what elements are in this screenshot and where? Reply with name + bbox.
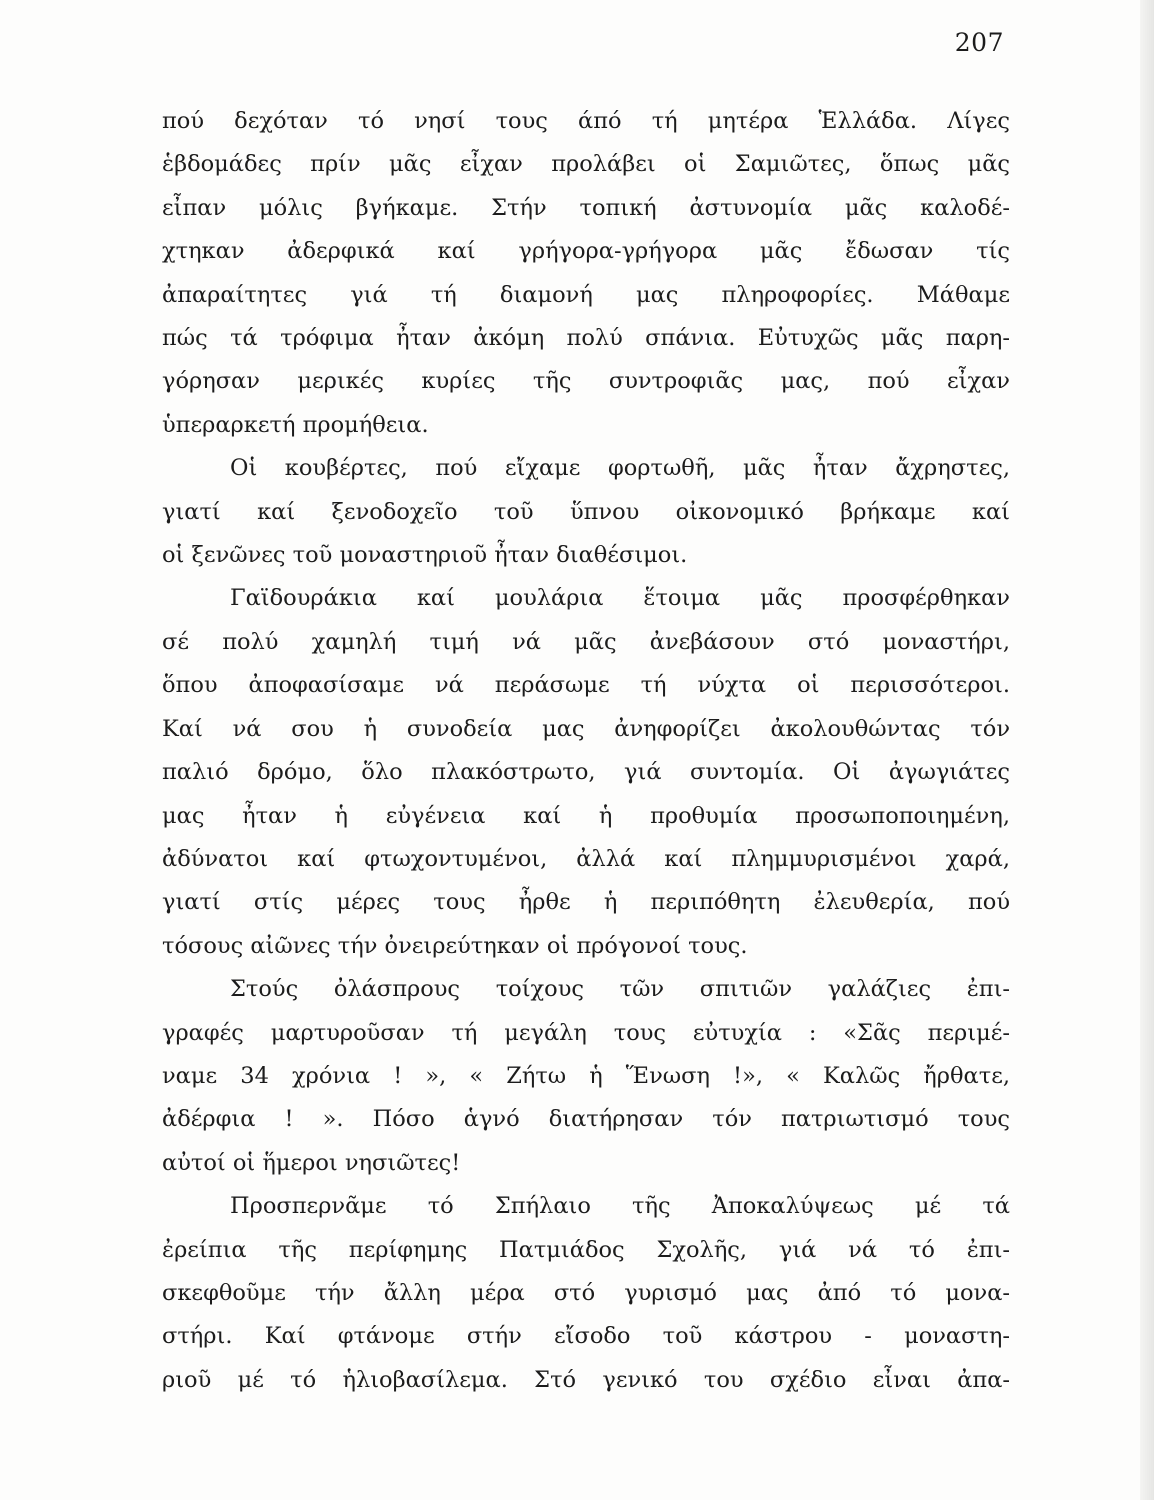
text-line: οἱ ξενῶνες τοῦ μοναστηριοῦ ἦταν διαθέσιμοι.	[162, 542, 688, 569]
paragraph-2	[162, 447, 1010, 577]
text-line: γόρησαν μερικές κυρίες τῆς συντροφιᾶς μας, πού εἶχαν	[162, 368, 1010, 395]
text-line: ναμε 34 χρόνια ! », « Ζήτω ἡ Ἕνωση !», « Καλῶς ἤρθατε,	[162, 1062, 1010, 1089]
paragraph-5	[162, 1185, 1010, 1402]
text-line: σκεφθοῦμε τήν ἄλλη μέρα στό γυρισμό μας ἀπό τό μονα-	[162, 1279, 1010, 1306]
text-line: Γαϊδουράκια καί μουλάρια ἕτοιμα μᾶς προσφέρθηκαν	[230, 585, 1010, 612]
text-line: γιατί καί ξενοδοχεῖο τοῦ ὕπνου οἰκονομικό βρήκαμε καί	[162, 498, 1010, 525]
text-line: ἐρείπια τῆς περίφημης Πατμιάδος Σχολῆς, γιά νά τό ἐπι-	[162, 1236, 1010, 1263]
text-line: γιατί στίς μέρες τους ἦρθε ἡ περιπόθητη ἐλευθερία, πού	[162, 889, 1010, 916]
page-number: 207	[954, 28, 1004, 57]
text-line: ριοῦ μέ τό ἡλιοβασίλεμα. Στό γενικό του σχέδιο εἶναι ἀπα-	[162, 1366, 1010, 1393]
page-edge-shadow	[1140, 0, 1154, 1500]
text-line: ἀδύνατοι καί φτωχοντυμένοι, ἀλλά καί πλημμυρισμένοι χαρά,	[162, 845, 1010, 872]
text-line: σέ πολύ χαμηλή τιμή νά μᾶς ἀνεβάσουν στό μοναστήρι,	[162, 628, 1010, 655]
text-line: πώς τά τρόφιμα ἦταν ἀκόμη πολύ σπάνια. Εὐτυχῶς μᾶς παρη-	[162, 325, 1010, 352]
paragraph-4	[162, 968, 1010, 1185]
paragraph-1	[162, 100, 1010, 447]
text-line: μας ἦταν ἡ εὐγένεια καί ἡ προθυμία προσωποποιημένη,	[162, 802, 1010, 829]
text-line: στήρι. Καί φτάνομε στήν εἴσοδο τοῦ κάστρου - μοναστη-	[162, 1323, 1010, 1350]
text-line: Καί νά σου ἡ συνοδεία μας ἀνηφορίζει ἀκολουθώντας τόν	[162, 715, 1010, 742]
text-line: παλιό δρόμο, ὅλο πλακόστρωτο, γιά συντομία. Οἱ ἀγωγιάτες	[162, 759, 1010, 786]
text-line: πού δεχόταν τό νησί τους άπό τή μητέρα Ἑλλάδα. Λίγες	[162, 108, 1010, 134]
text-line: Στούς ὀλάσπρους τοίχους τῶν σπιτιῶν γαλάζιες ἐπι-	[230, 976, 1010, 1003]
text-line: ὅπου ἀποφασίσαμε νά περάσωμε τή νύχτα οἱ περισσότεροι.	[162, 672, 1010, 699]
text-line: Προσπερνᾶμε τό Σπήλαιο τῆς Ἀποκαλύψεως μέ τά	[230, 1193, 1010, 1220]
text-line: εἶπαν μόλις βγήκαμε. Στήν τοπική ἀστυνομία μᾶς καλοδέ-	[162, 194, 1010, 221]
text-line: ἀπαραίτητες γιά τή διαμονή μας πληροφορίες. Μάθαμε	[162, 281, 1010, 308]
text-line: τόσους αἰῶνες τήν ὀνειρεύτηκαν οἱ πρόγονοί τους.	[162, 932, 748, 959]
paragraph-3	[162, 577, 1010, 968]
text-line: ἀδέρφια ! ». Πόσο ἁγνό διατήρησαν τόν πατριωτισμό τους	[162, 1106, 1010, 1133]
text-line: αὐτοί οἱ ἥμεροι νησιῶτες!	[162, 1149, 461, 1176]
text-line: ἑβδομάδες πρίν μᾶς εἶχαν προλάβει οἱ Σαμιῶτες, ὅπως μᾶς	[162, 151, 1010, 178]
text-line: χτηκαν ἀδερφικά καί γρήγορα-γρήγορα μᾶς ἔδωσαν τίς	[162, 238, 1010, 265]
text-line: ὑπεραρκετή προμήθεια.	[162, 411, 429, 438]
body-text	[162, 100, 1010, 1402]
text-line: γραφές μαρτυροῦσαν τή μεγάλη τους εὐτυχία : «Σᾶς περιμέ-	[162, 1019, 1010, 1046]
text-line: Οἱ κουβέρτες, πού εἴχαμε φορτωθῆ, μᾶς ἦταν ἄχρηστες,	[230, 455, 1010, 482]
